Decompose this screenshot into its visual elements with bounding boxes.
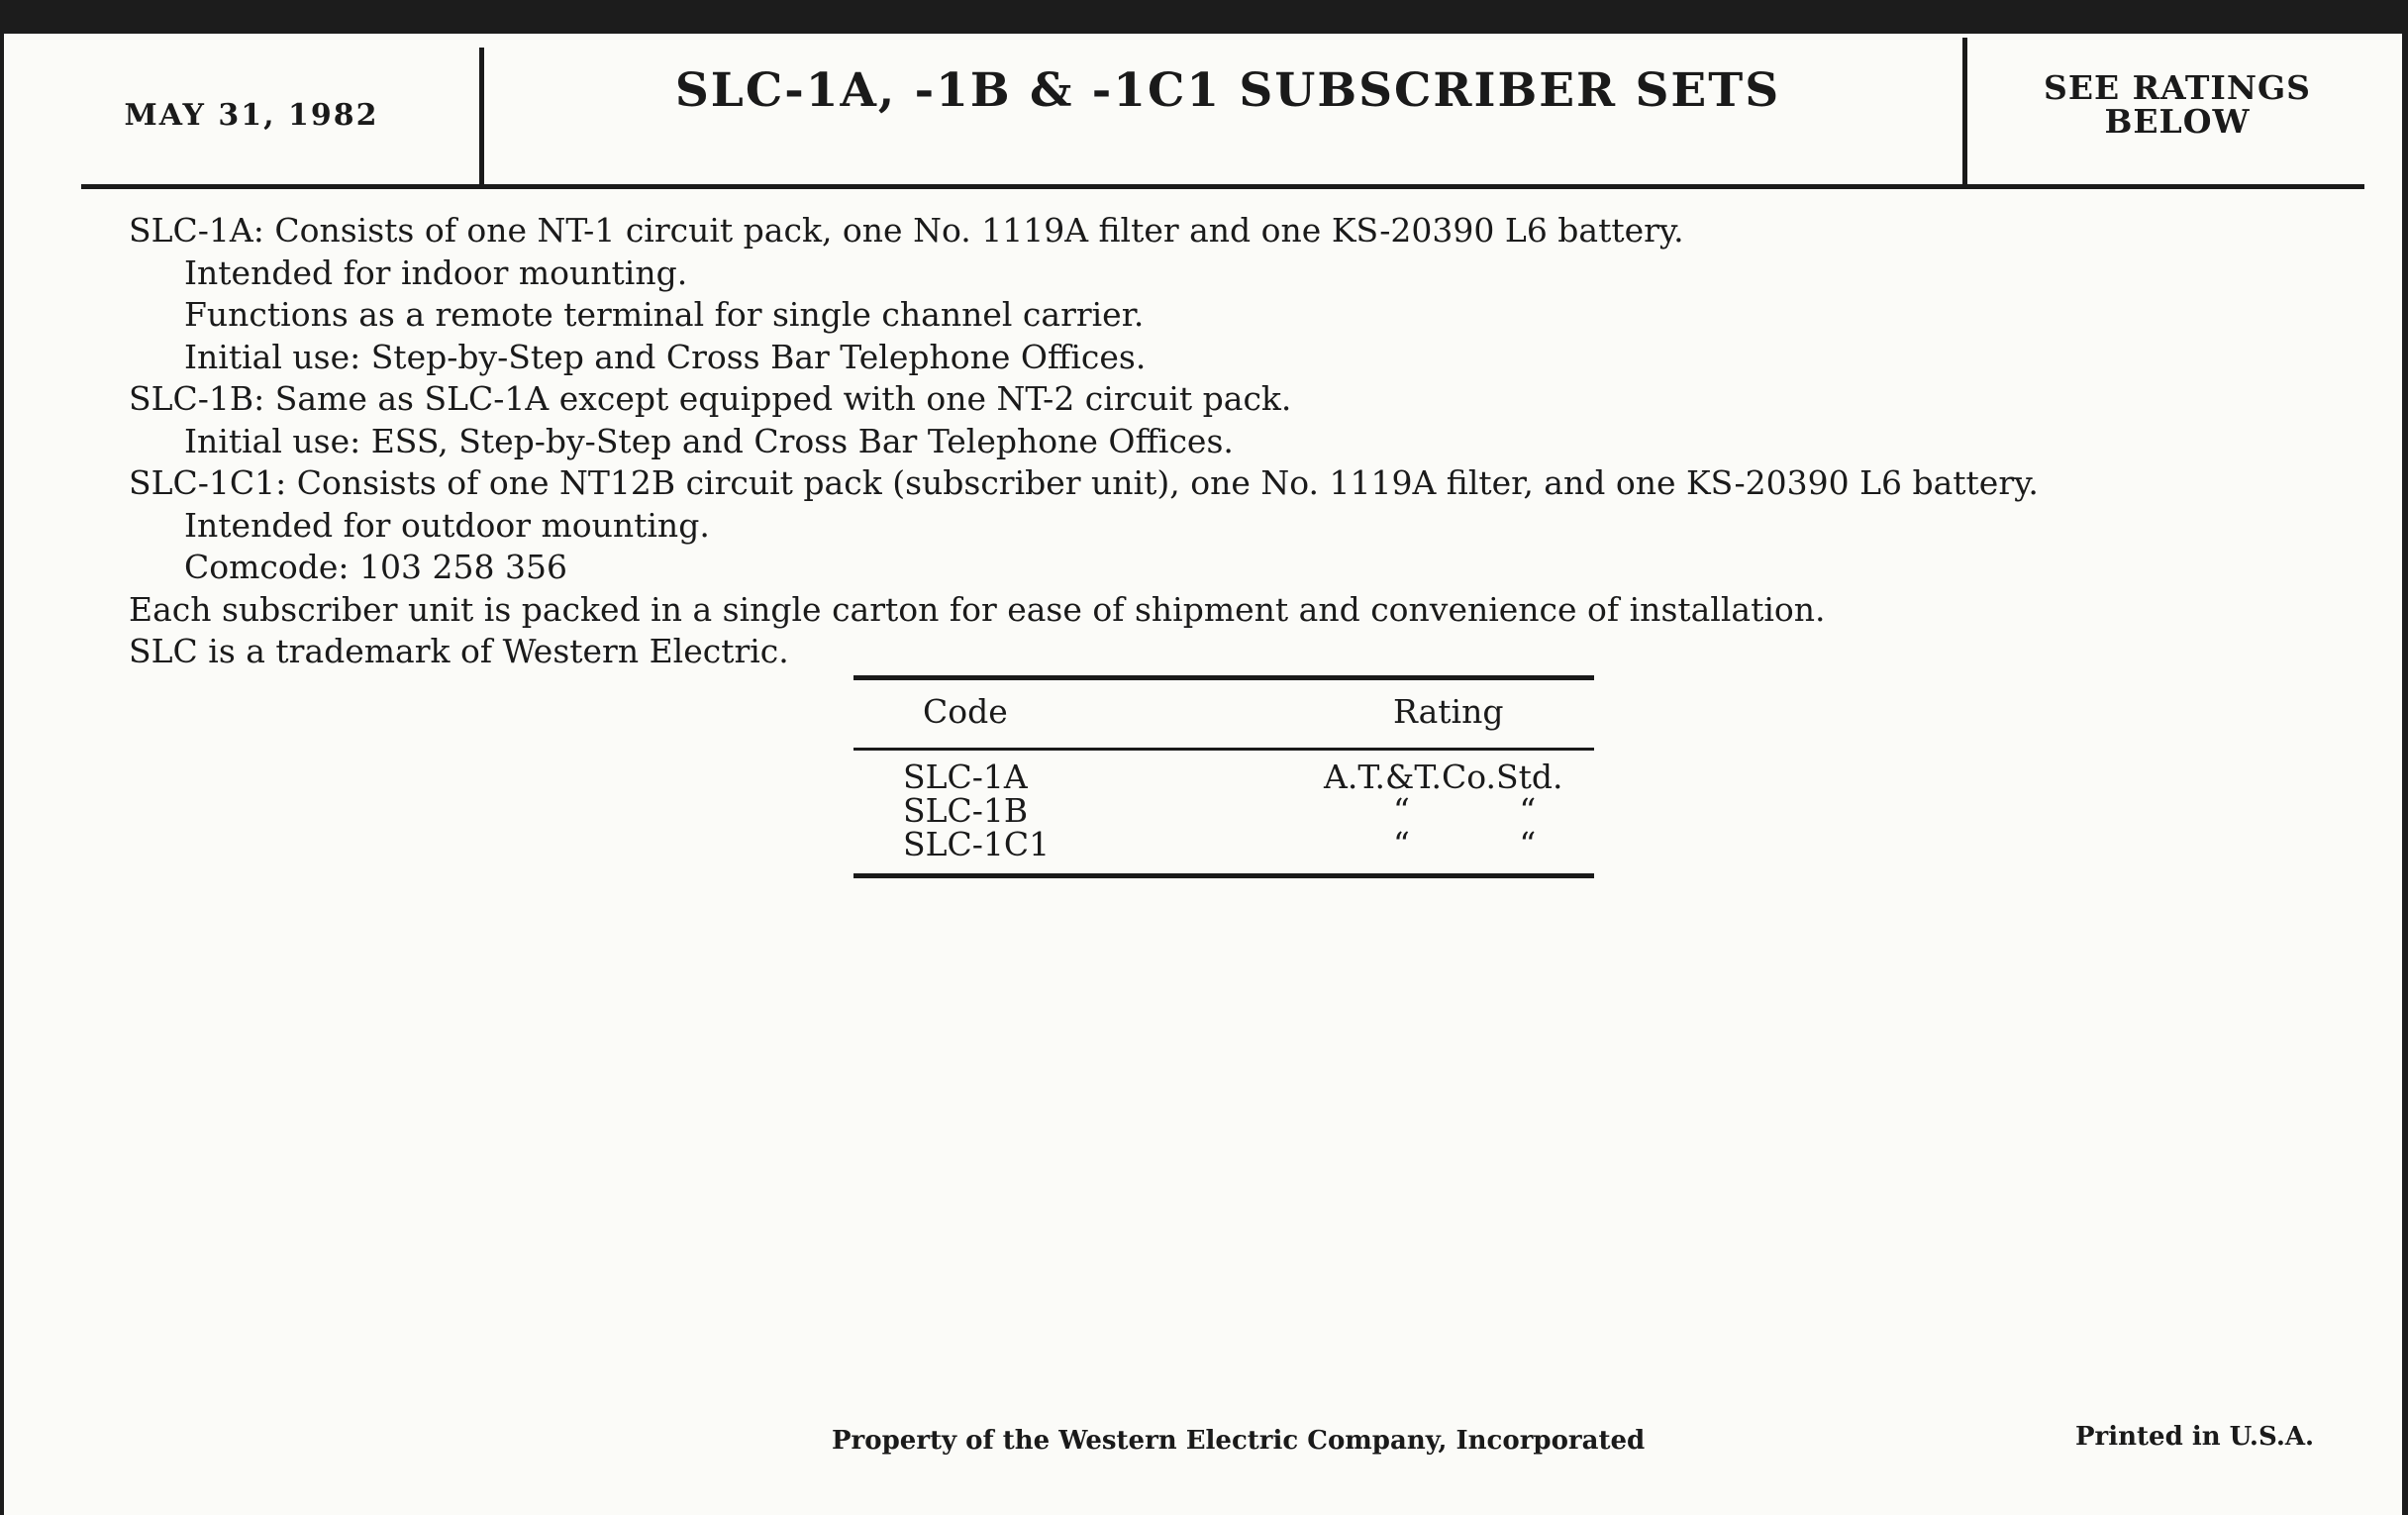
text-line: Initial use: Step-by-Step and Cross Bar Telephone Offices. [184,337,1147,376]
cell-rating: A.T.&T.Co.Std. [1324,758,1563,796]
table-rule-middle [853,748,1594,751]
text-line: Intended for outdoor mounting. [184,505,710,545]
column-header-rating: Rating [1393,692,1504,731]
table-header-row [853,692,1594,738]
text-line-slc-1c1: SLC-1C1: Consists of one NT12B circuit pack (subscriber unit), one No. 1119A filter, and one KS-20390 L6 battery. [129,463,2039,502]
text-line: Each subscriber unit is packed in a single carton for ease of shipment and convenience of installation. [129,589,1826,629]
header-rule [81,184,2364,189]
ratings-table [853,675,1594,878]
text-line: Functions as a remote terminal for single channel carrier. [184,295,1145,334]
cell-rating: “ “ [1393,825,1537,863]
description-text [129,210,2347,673]
header-divider-right [1962,38,1967,184]
table-body [853,760,1594,861]
page-title: SLC-1A, -1B & -1C1 SUBSCRIBER SETS [674,63,1781,118]
cell-code: SLC-1C1 [903,825,1051,863]
cell-rating: “ “ [1393,791,1537,830]
cell-code: SLC-1A [903,758,1028,796]
trademark-line: SLC is a trademark of Western Electric. [129,632,789,670]
table-rule-top [853,675,1594,680]
header-divider-left [479,48,484,188]
table-rule-bottom [853,873,1594,878]
column-header-code: Code [923,692,1008,731]
cell-code: SLC-1B [903,791,1029,830]
rating-note-line-2: BELOW [2104,102,2251,141]
table-row [853,760,1594,794]
rating-note [1984,68,2370,141]
text-line-slc-1b: SLC-1B: Same as SLC-1A except equipped with one NT-2 circuit pack. [129,379,1292,418]
table-row [853,825,1594,863]
text-line: Initial use: ESS, Step-by-Step and Cross Bar Telephone Offices. [184,421,1234,460]
text-line: Intended for indoor mounting. [184,252,688,292]
catalog-card [4,34,2402,1515]
comcode-line: Comcode: 103 258 356 [184,548,567,586]
property-notice: Property of the Western Electric Company, Incorporated [832,1426,1646,1456]
printed-notice: Printed in U.S.A. [2075,1422,2315,1452]
issue-date: MAY 31, 1982 [124,98,379,133]
rating-note-line-1: SEE RATINGS [2043,68,2312,107]
table-row [853,791,1594,830]
text-line-slc-1a: SLC-1A: Consists of one NT-1 circuit pack, one No. 1119A filter and one KS-20390 L6 battery. [129,211,1684,250]
